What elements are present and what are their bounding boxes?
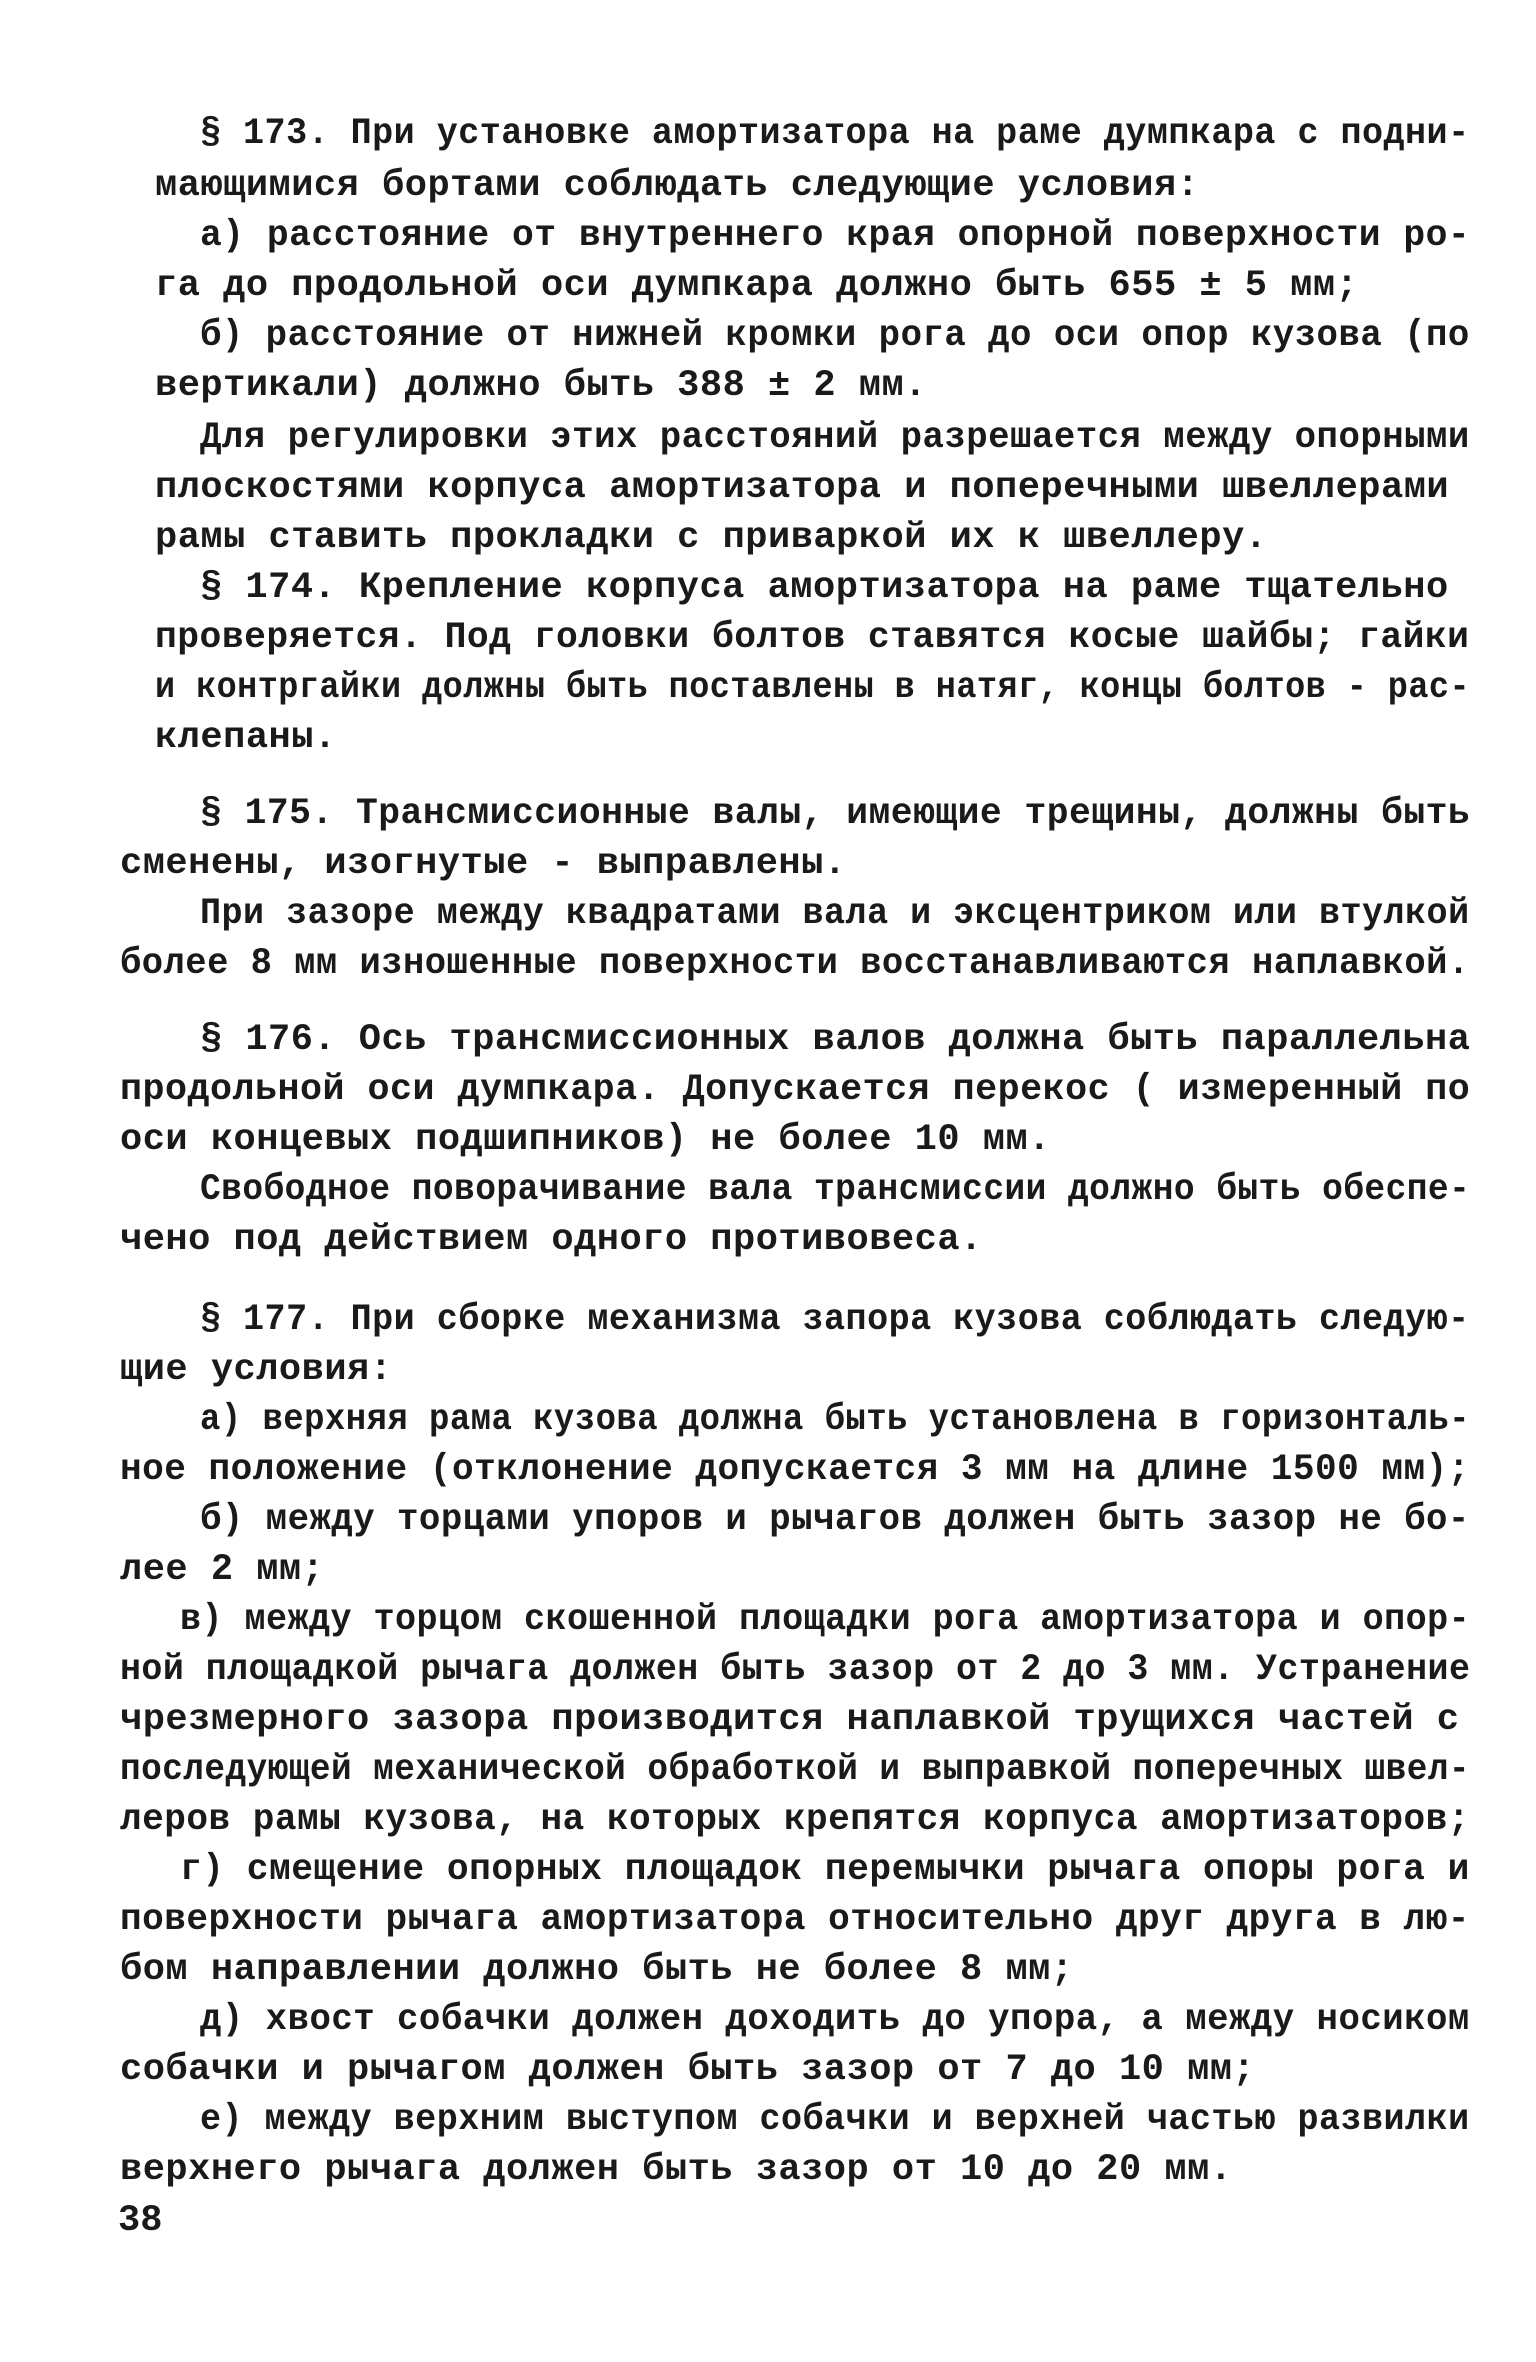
text-line: чрезмерного зазора производится наплавкой трущихся частей с (120, 1699, 1460, 1741)
text-line: Свободное поворачивание вала трансмиссии должно быть обеспе- (200, 1169, 1471, 1211)
text-line: ной площадкой рычага должен быть зазор от 2 до 3 мм. Устранение (120, 1649, 1471, 1691)
text-line: г) смещение опорных площадок перемычки рычага опоры рога и (180, 1849, 1470, 1891)
text-line: и контргайки должны быть поставлены в натяг, концы болтов - рас- (155, 667, 1470, 709)
text-line: собачки и рычагом должен быть зазор от 7 до 10 мм; (120, 2049, 1256, 2091)
text-line: д) хвост собачки должен доходить до упора, а между носиком (200, 1999, 1470, 2041)
text-line: а) расстояние от внутреннего края опорной поверхности ро- (200, 215, 1471, 257)
text-line: § 173. При установке амортизатора на раме думпкара с подни- (200, 113, 1470, 155)
text-line: мающимися бортами соблюдать следующие условия: (155, 165, 1200, 207)
text-line: сменены, изогнутые - выправлены. (120, 843, 847, 885)
page-number: 38 (118, 2200, 163, 2242)
text-line: проверяется. Под головки болтов ставятся косые шайбы; гайки (155, 617, 1470, 659)
text-line: чено под действием одного противовеса. (120, 1219, 983, 1261)
text-line: верхнего рычага должен быть зазор от 10 до 20 мм. (120, 2149, 1233, 2191)
text-line: клепаны. (155, 717, 337, 759)
text-line: При зазоре между квадратами вала и эксцентриком или втулкой (200, 893, 1470, 935)
text-line: § 175. Трансмиссионные валы, имеющие трещины, должны быть (200, 793, 1471, 835)
text-line: последующей механической обработкой и выправкой поперечных швел- (120, 1749, 1471, 1791)
text-line: е) между верхним выступом собачки и верхней частью развилки (200, 2099, 1470, 2141)
text-line: щие условия: (120, 1349, 393, 1391)
text-line: плоскостями корпуса амортизатора и поперечными швеллерами (155, 467, 1450, 509)
text-line: вертикали) должно быть 388 ± 2 мм. (155, 365, 927, 407)
text-line: б) расстояние от нижней кромки рога до оси опор кузова (по (200, 315, 1470, 357)
text-line: § 176. Ось трансмиссионных валов должна быть параллельна (200, 1019, 1471, 1061)
text-line: а) верхняя рама кузова должна быть установлена в горизонталь- (200, 1399, 1470, 1441)
text-line: более 8 мм изношенные поверхности восстанавливаются наплавкой. (120, 943, 1470, 985)
text-line: оси концевых подшипников) не более 10 мм. (120, 1119, 1051, 1161)
text-line: га до продольной оси думпкара должно быть 655 ± 5 мм; (155, 265, 1359, 307)
text-line: ное положение (отклонение допускается 3 мм на длине 1500 мм); (120, 1449, 1470, 1491)
text-line: в) между торцом скошенной площадки рога амортизатора и опор- (180, 1599, 1471, 1641)
text-line: продольной оси думпкара. Допускается перекос ( измеренный по (120, 1069, 1471, 1111)
text-line: поверхности рычага амортизатора относительно друг друга в лю- (120, 1899, 1470, 1941)
text-line: Для регулировки этих расстояний разрешается между опорными (200, 417, 1470, 459)
text-line: леров рамы кузова, на которых крепятся корпуса амортизаторов; (120, 1799, 1470, 1841)
text-line: бом направлении должно быть не более 8 мм; (120, 1949, 1074, 1991)
text-line: § 174. Крепление корпуса амортизатора на раме тщательно (200, 567, 1449, 609)
text-line: рамы ставить прокладки с приваркой их к швеллеру. (155, 517, 1268, 559)
text-line: б) между торцами упоров и рычагов должен быть зазор не бо- (200, 1499, 1470, 1541)
text-line: лее 2 мм; (120, 1549, 325, 1591)
text-line: § 177. При сборке механизма запора кузова соблюдать следую- (200, 1299, 1470, 1341)
